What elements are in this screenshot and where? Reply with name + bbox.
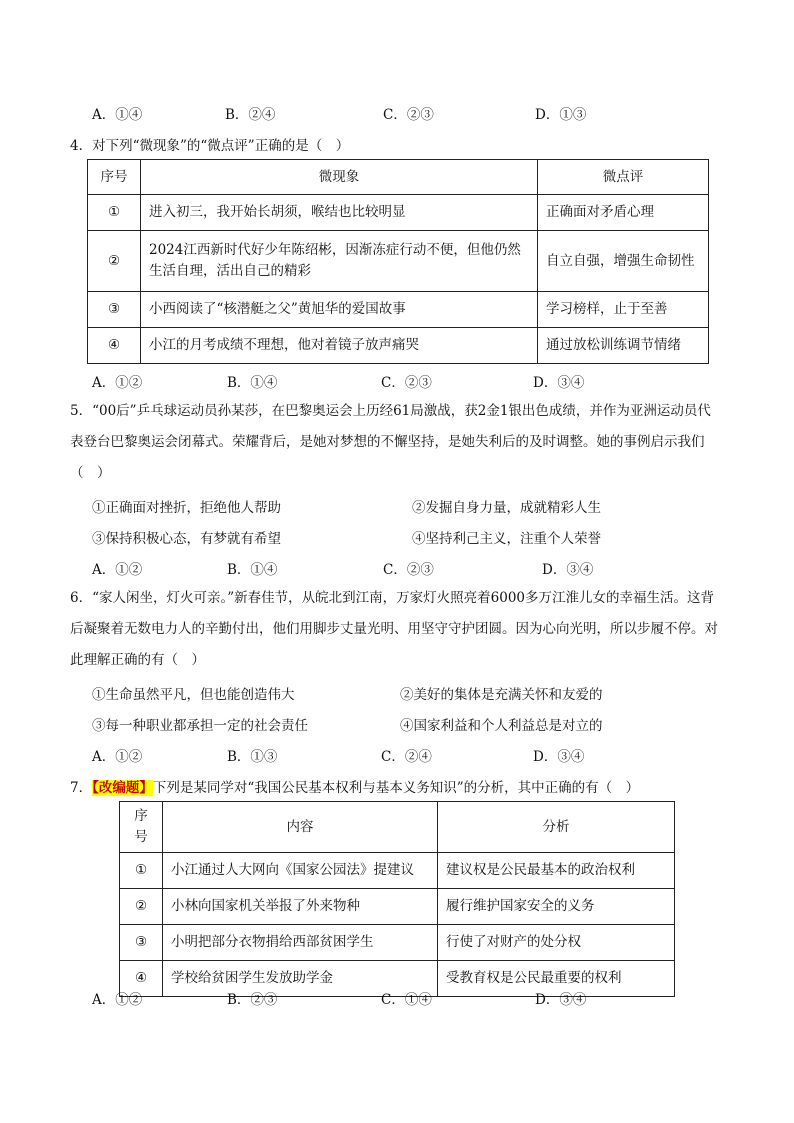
q5-claim-1: ①正确面对挫折，拒绝他人帮助	[92, 500, 281, 516]
q5-options	[92, 558, 692, 578]
q4-row-comment: 通过放松训练调节情绪	[538, 328, 709, 364]
q4-table	[87, 159, 709, 364]
q6-option-a[interactable]: A．①②	[92, 749, 143, 765]
q5-claim-2: ②发掘自身力量，成就精彩人生	[412, 500, 601, 516]
q6-claim-4: ④国家利益和个人利益总是对立的	[400, 718, 603, 734]
q3-option-d[interactable]: D．①③	[535, 107, 587, 123]
q7-row-analysis: 建议权是公民最基本的政治权利	[438, 853, 675, 889]
q4-row-no: ③	[88, 292, 141, 328]
q6-number: 6．	[70, 590, 93, 606]
q7-row-no: ③	[120, 925, 163, 961]
q5-claim-4: ④坚持利己主义，注重个人荣誉	[412, 531, 601, 547]
q6-claim-1: ①生命虽然平凡，但也能创造伟大	[92, 687, 295, 703]
q7-header-content: 内容	[163, 802, 438, 853]
q4-table-header	[88, 160, 709, 195]
q4-number: 4．	[70, 138, 93, 154]
q4-stem	[70, 134, 349, 154]
q4-option-b[interactable]: B．①④	[227, 375, 278, 391]
q6-options	[92, 745, 692, 765]
q5-claim-3: ③保持积极心态，有梦就有希望	[92, 531, 281, 547]
q4-row-comment: 学习榜样，止于至善	[538, 292, 709, 328]
q4-row-comment: 自立自强，增强生命韧性	[538, 231, 709, 292]
q4-row-phenomenon: 2024江西新时代好少年陈绍彬，因渐冻症行动不便，但他仍然生活自理，活出自己的精彩	[141, 231, 538, 292]
q5-option-c[interactable]: C．②③	[383, 562, 434, 578]
q7-row-content: 小明把部分衣物捐给西部贫困学生	[163, 925, 438, 961]
q7-row-content: 学校给贫困学生发放助学金	[163, 961, 438, 997]
q5-option-d[interactable]: D．③④	[542, 562, 594, 578]
q7-option-c[interactable]: C．①④	[381, 992, 432, 1008]
table-row	[120, 889, 675, 925]
q5-option-a[interactable]: A．①②	[92, 562, 143, 578]
q4-row-no: ②	[88, 231, 141, 292]
table-row	[88, 292, 709, 328]
q4-header-no: 序号	[88, 160, 141, 195]
q7-option-a[interactable]: A．①②	[92, 992, 143, 1008]
q4-row-phenomenon: 小西阅读了“核潜艇之父”黄旭华的爱国故事	[141, 292, 538, 328]
q4-header-comment: 微点评	[538, 160, 709, 195]
q7-stem-text: 下列是某同学对“我国公民基本权利与基本义务知识”的分析，其中正确的有（ ）	[152, 780, 640, 796]
table-row	[120, 925, 675, 961]
table-row	[88, 195, 709, 231]
q7-option-d[interactable]: D．③④	[535, 992, 587, 1008]
q6-option-c[interactable]: C．②④	[381, 749, 432, 765]
q6-option-d[interactable]: D．③④	[533, 749, 585, 765]
q7-option-b[interactable]: B．②③	[227, 992, 278, 1008]
q3-option-b[interactable]: B．②④	[225, 107, 276, 123]
q7-row-no: ④	[120, 961, 163, 997]
q5-stem-text: “00后”乒乓球运动员孙某莎，在巴黎奥运会上历经61局激战，获2金1银出色成绩，并作为亚洲运动员代表登台巴黎奥运会闭幕式。荣耀背后，是她对梦想的不懈坚持，是她失利后的及时调整。她的事例启示我们（ ）	[70, 403, 711, 481]
q6-option-b[interactable]: B．①③	[227, 749, 278, 765]
q7-row-no: ②	[120, 889, 163, 925]
q7-row-analysis: 履行维护国家安全的义务	[438, 889, 675, 925]
q7-row-content: 小林向国家机关举报了外来物种	[163, 889, 438, 925]
q6-claim-3: ③每一种职业都承担一定的社会责任	[92, 718, 308, 734]
q3-options	[92, 103, 692, 123]
q7-options	[92, 988, 692, 1008]
q7-row-analysis: 受教育权是公民最重要的权利	[438, 961, 675, 997]
q4-row-phenomenon: 进入初三，我开始长胡须，喉结也比较明显	[141, 195, 538, 231]
q4-row-no: ①	[88, 195, 141, 231]
q4-option-a[interactable]: A．①②	[92, 375, 143, 391]
q4-header-phenomenon: 微现象	[141, 160, 538, 195]
q7-header-analysis: 分析	[438, 802, 675, 853]
q5-option-b[interactable]: B．①④	[227, 562, 278, 578]
q3-option-c[interactable]: C．②③	[383, 107, 434, 123]
q5-stem	[70, 396, 720, 489]
q4-row-no: ④	[88, 328, 141, 364]
q4-option-c[interactable]: C．②③	[381, 375, 432, 391]
q7-row-analysis: 行使了对财产的处分权	[438, 925, 675, 961]
q6-stem	[70, 583, 720, 676]
q3-option-a[interactable]: A．①④	[92, 107, 143, 123]
q4-row-phenomenon: 小江的月考成绩不理想，他对着镜子放声痛哭	[141, 328, 538, 364]
q7-stem	[70, 776, 639, 796]
q7-number: 7．	[70, 780, 93, 796]
q7-table-header	[120, 802, 675, 853]
q7-adapted-tag: 【改编题】	[92, 780, 153, 796]
q5-number: 5．	[70, 403, 93, 419]
table-row	[88, 231, 709, 292]
table-row	[120, 853, 675, 889]
q6-stem-text: “家人闲坐，灯火可亲。”新春佳节，从皖北到江南，万家灯火照亮着6000多万江淮儿女的幸福生活。这背后凝聚着无数电力人的辛勤付出，他们用脚步丈量光明、用坚守守护团圆。因为心向光明，所以步履不停。对此理解正确的有（ ）	[70, 590, 718, 668]
q4-options	[92, 371, 692, 391]
q7-row-no: ①	[120, 853, 163, 889]
q6-claim-2: ②美好的集体是充满关怀和友爱的	[400, 687, 603, 703]
q7-table	[119, 801, 675, 997]
q7-header-no: 序号	[120, 802, 163, 853]
q7-row-content: 小江通过人大网向《国家公园法》提建议	[163, 853, 438, 889]
q4-stem-text: 对下列“微现象”的“微点评”正确的是（ ）	[92, 138, 350, 154]
q4-row-comment: 正确面对矛盾心理	[538, 195, 709, 231]
table-row	[88, 328, 709, 364]
q4-option-d[interactable]: D．③④	[533, 375, 585, 391]
